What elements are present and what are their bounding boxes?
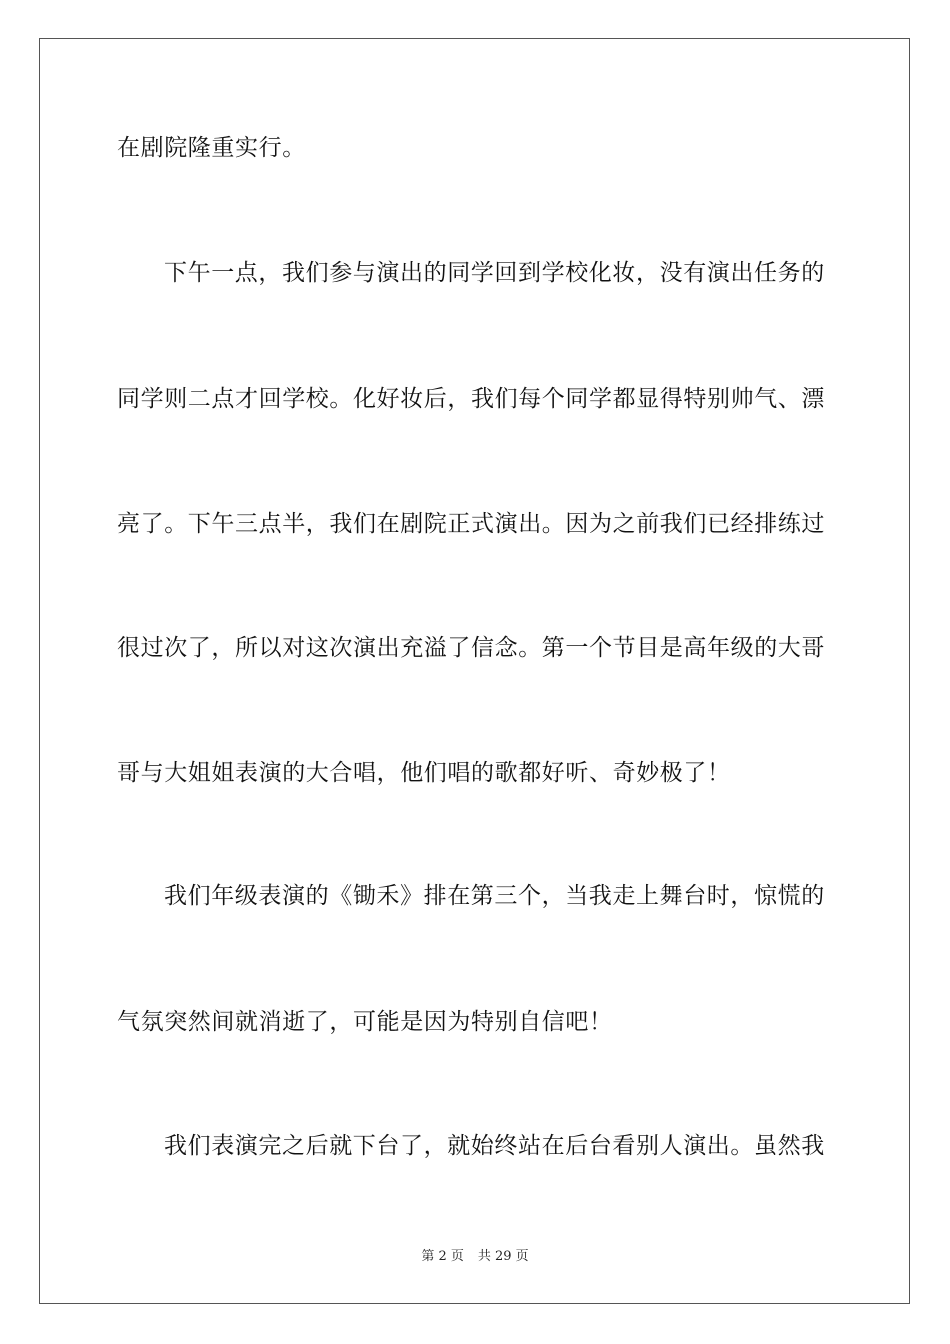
text-line-9: 我们表演完之后就下台了，就始终站在后台看别人演出。虽然我 bbox=[164, 1133, 825, 1159]
page-border bbox=[39, 38, 910, 1304]
page-number: 第 2 页 bbox=[421, 1249, 464, 1264]
text-line-4: 亮了。下午三点半，我们在剧院正式演出。因为之前我们已经排练过 bbox=[117, 511, 825, 537]
page-total: 共 29 页 bbox=[477, 1249, 529, 1264]
text-line-6: 哥与大姐姐表演的大合唱，他们唱的歌都好听、奇妙极了！ bbox=[117, 760, 731, 786]
text-line-3: 同学则二点才回学校。化好妆后，我们每个同学都显得特别帅气、漂 bbox=[117, 386, 825, 412]
text-line-2: 下午一点，我们参与演出的同学回到学校化妆，没有演出任务的 bbox=[164, 260, 825, 286]
text-line-8: 气氛突然间就消逝了，可能是因为特别自信吧！ bbox=[117, 1009, 613, 1035]
text-line-7: 我们年级表演的《锄禾》排在第三个，当我走上舞台时，惊慌的 bbox=[164, 883, 825, 909]
text-line-5: 很过次了，所以对这次演出充溢了信念。第一个节目是高年级的大哥 bbox=[117, 635, 825, 661]
page-footer bbox=[0, 1248, 950, 1266]
text-line-1: 在剧院隆重实行。 bbox=[117, 135, 306, 161]
